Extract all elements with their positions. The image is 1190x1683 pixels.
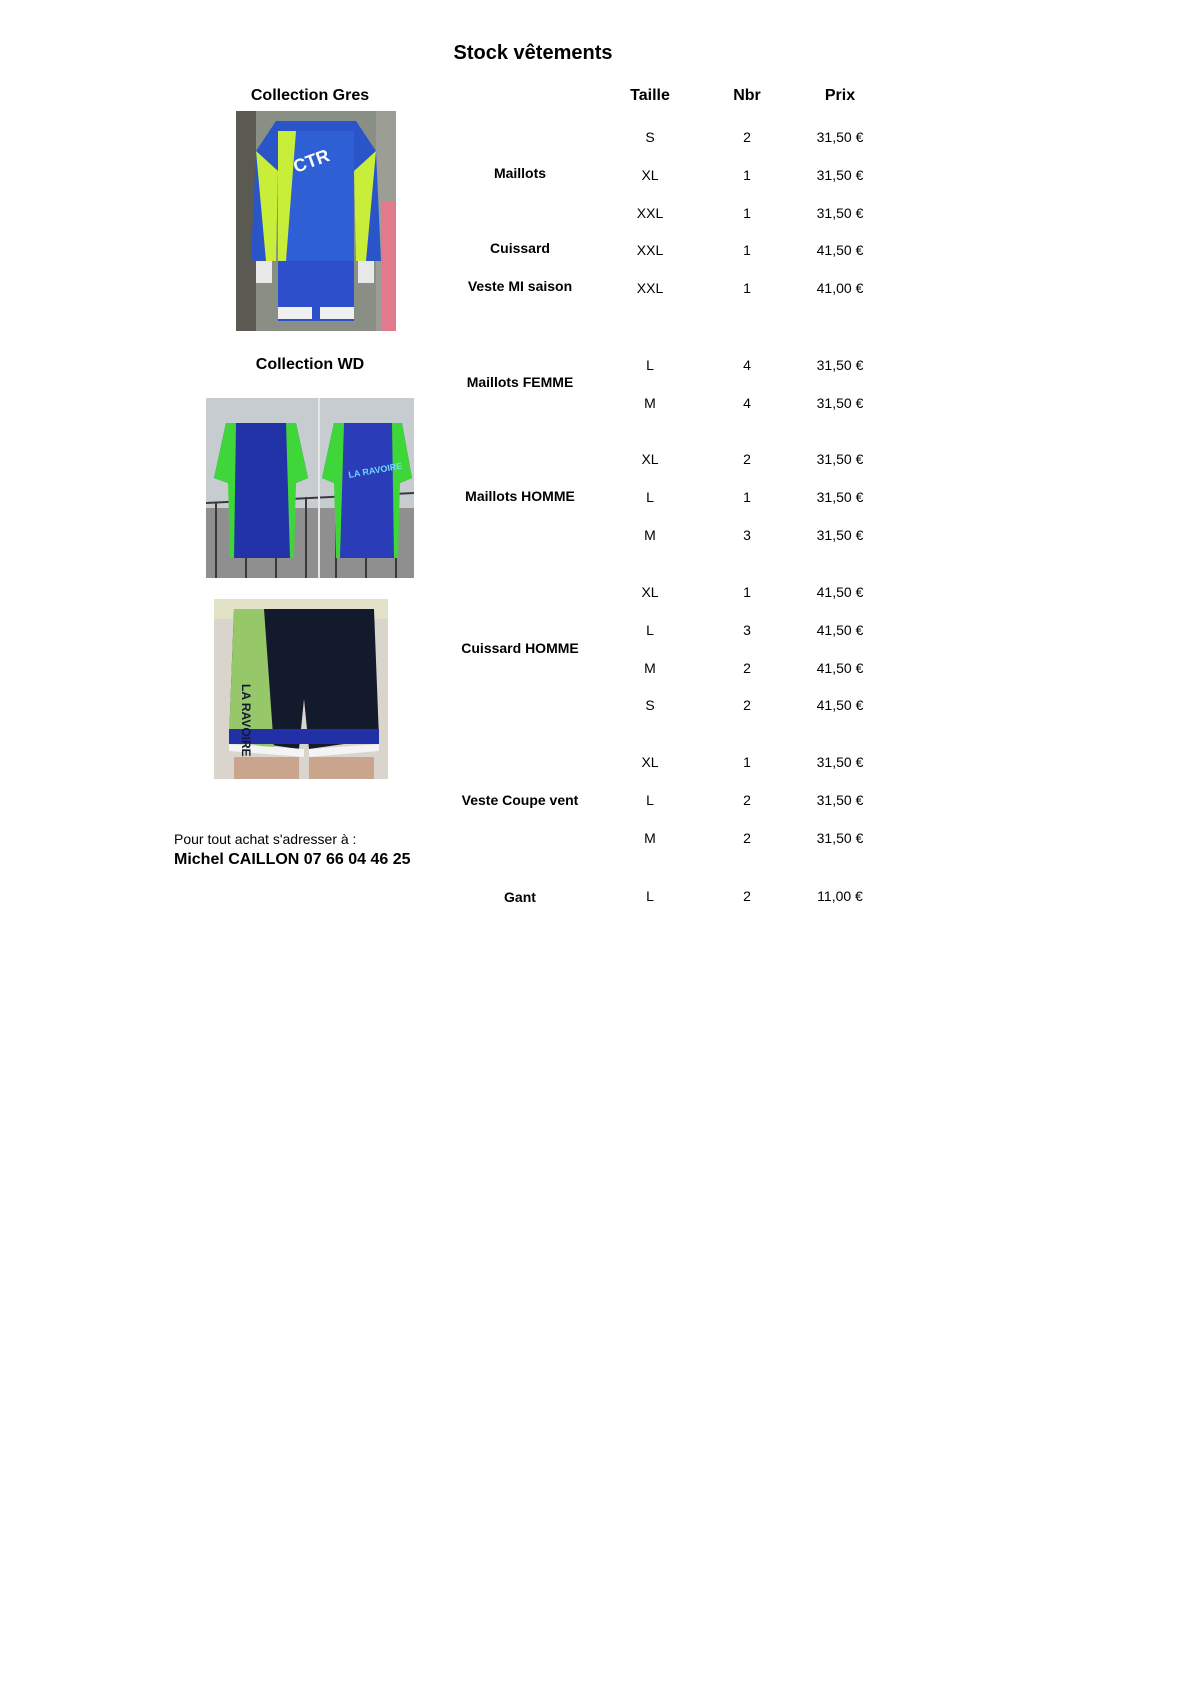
row-prix: 31,50 € <box>816 167 864 183</box>
category-gant: Gant <box>504 889 536 905</box>
row-taille: S <box>645 129 655 145</box>
row-nbr: 2 <box>743 660 751 676</box>
row-nbr: 1 <box>743 584 751 600</box>
row-prix: 41,50 € <box>816 660 864 676</box>
row-nbr: 1 <box>743 754 751 770</box>
page-title: Stock vêtements <box>453 42 613 64</box>
row-nbr: 1 <box>743 242 751 258</box>
gres-photo-lettering: CTR <box>290 145 333 177</box>
row-prix: 41,00 € <box>816 280 864 296</box>
row-nbr: 2 <box>743 830 751 846</box>
row-prix: 31,50 € <box>816 357 864 373</box>
row-prix: 31,50 € <box>816 451 864 467</box>
category-maillots-homme: Maillots HOMME <box>465 488 575 504</box>
row-taille: XXL <box>636 280 664 296</box>
row-prix: 41,50 € <box>816 622 864 638</box>
row-nbr: 2 <box>743 451 751 467</box>
wd-jersey-lettering: LA RAVOIRE <box>347 460 404 480</box>
row-nbr: 1 <box>743 489 751 505</box>
row-taille: M <box>644 527 656 543</box>
contact-name-phone: Michel CAILLON 07 66 04 46 25 <box>174 851 411 868</box>
row-prix: 11,00 € <box>817 888 863 904</box>
row-taille: XXL <box>636 242 664 258</box>
row-taille: L <box>646 792 654 808</box>
row-prix: 41,50 € <box>816 242 864 258</box>
row-nbr: 4 <box>743 395 751 411</box>
row-taille: M <box>644 660 656 676</box>
category-veste-coupe-vent: Veste Coupe vent <box>461 792 579 808</box>
category-maillots-femme: Maillots FEMME <box>466 374 574 390</box>
row-taille: S <box>645 697 655 713</box>
row-nbr: 2 <box>743 129 751 145</box>
row-taille: XL <box>641 167 659 183</box>
category-veste-mi-saison: Veste MI saison <box>467 278 573 294</box>
collection-gres-heading: Collection Gres <box>250 87 370 104</box>
row-taille: XL <box>641 584 659 600</box>
row-prix: 41,50 € <box>816 584 864 600</box>
row-taille: XL <box>641 754 659 770</box>
row-prix: 31,50 € <box>816 792 864 808</box>
row-taille: L <box>646 888 654 904</box>
row-nbr: 1 <box>743 205 751 221</box>
header-nbr: Nbr <box>733 87 761 104</box>
row-taille: L <box>646 622 654 638</box>
wd-shorts-lettering: LA RAVOIRE <box>239 684 253 757</box>
row-taille: L <box>646 357 654 373</box>
category-cuissard-homme: Cuissard HOMME <box>461 640 579 656</box>
row-nbr: 2 <box>743 697 751 713</box>
row-prix: 31,50 € <box>816 395 864 411</box>
header-taille: Taille <box>630 87 670 104</box>
row-nbr: 1 <box>743 167 751 183</box>
row-prix: 31,50 € <box>816 527 864 543</box>
header-prix: Prix <box>824 87 856 104</box>
row-nbr: 1 <box>743 280 751 296</box>
row-nbr: 3 <box>743 527 751 543</box>
row-taille: L <box>646 489 654 505</box>
gres-kit-photo <box>236 111 396 331</box>
row-prix: 31,50 € <box>816 129 864 145</box>
row-taille: XXL <box>636 205 664 221</box>
row-prix: 31,50 € <box>816 205 864 221</box>
row-taille: XL <box>641 451 659 467</box>
collection-wd-heading: Collection WD <box>255 356 365 373</box>
row-nbr: 2 <box>743 792 751 808</box>
row-taille: M <box>644 830 656 846</box>
row-prix: 41,50 € <box>816 697 864 713</box>
row-prix: 31,50 € <box>816 489 864 505</box>
row-prix: 31,50 € <box>816 830 864 846</box>
row-nbr: 4 <box>743 357 751 373</box>
contact-intro: Pour tout achat s'adresser à : <box>174 831 357 847</box>
wd-shorts-photo <box>214 599 388 779</box>
category-cuissard: Cuissard <box>490 240 550 256</box>
category-maillots: Maillots <box>493 165 547 181</box>
wd-jersey-photo <box>206 398 414 578</box>
row-nbr: 2 <box>743 888 751 904</box>
row-taille: M <box>644 395 656 411</box>
row-nbr: 3 <box>743 622 751 638</box>
row-prix: 31,50 € <box>816 754 864 770</box>
